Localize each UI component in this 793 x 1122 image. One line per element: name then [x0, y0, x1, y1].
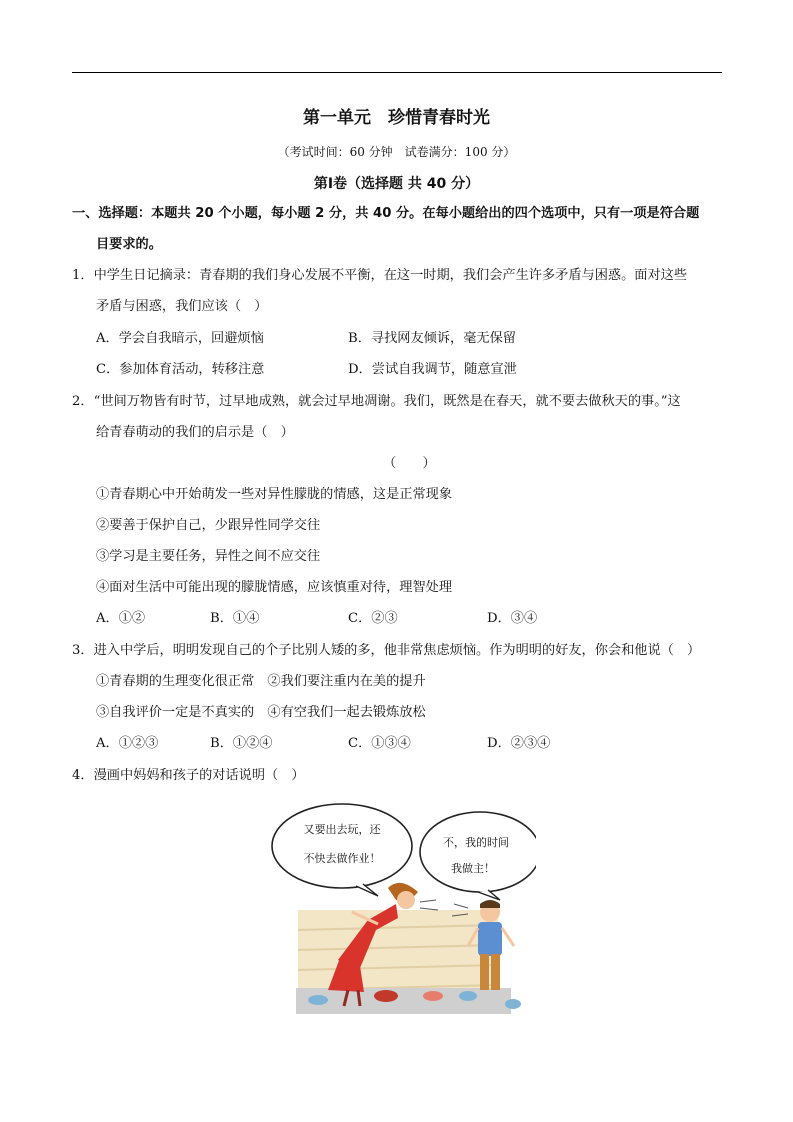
q1-option-c[interactable]: C．参加体育活动，转移注意: [96, 362, 265, 377]
q2-statement-2: ②要善于保护自己，少跟异性同学交往: [96, 518, 321, 533]
q2-option-c[interactable]: C．②③: [348, 611, 398, 626]
child-speech-bubble: [420, 812, 536, 892]
child-speech-line-1: 不，我的时间: [443, 836, 509, 849]
q3-stem: 3．进入中学后，明明发现自己的个子比别人矮的多，他非常焦虑烦恼。作为明明的好友，你会和他说（ ）: [72, 643, 701, 658]
q3-option-d[interactable]: D．②③④: [487, 736, 551, 751]
q3-option-b[interactable]: B．①②④: [210, 736, 273, 751]
q2-statement-4: ④面对生活中可能出现的朦胧情感，应该慎重对待，理智处理: [96, 580, 453, 595]
section-instruction: 一、选择题：本题共 20 个小题，每小题 2 分，共 40 分。在每小题给出的四个选项中，只有一项是符合题: [72, 206, 700, 221]
q2-statement-3: ③学习是主要任务，异性之间不应交往: [96, 549, 321, 564]
q3-statements-1-2: ①青春期的生理变化很正常 ②我们要注重内在美的提升: [96, 674, 426, 689]
q1-stem-cont: 矛盾与困惑，我们应该（ ）: [96, 299, 268, 314]
q4-stem: 4．漫画中妈妈和孩子的对话说明（ ）: [72, 768, 305, 783]
q3-statements-3-4: ③自我评价一定是不真实的 ④有空我们一起去锻炼放松: [96, 705, 426, 720]
mother-speech-bubble: [272, 804, 412, 888]
mother-speech-line-2: 不快去做作业！: [303, 852, 381, 865]
q2-option-b[interactable]: B．①④: [210, 611, 260, 626]
q2-stem: 2．“世间万物皆有时节，过早地成熟，就会过早地凋谢。我们，既然是在春天，就不要去做秋天的事。”这: [72, 394, 681, 409]
q1-stem: 1．中学生日记摘录：青春期的我们身心发展不平衡，在这一时期，我们会产生许多矛盾与困惑。面对这些: [72, 268, 688, 283]
q3-option-c[interactable]: C．①③④: [348, 736, 411, 751]
q2-stem-cont: 给青春萌动的我们的启示是（ ）: [96, 425, 294, 440]
header-rule: [72, 72, 722, 73]
q2-option-a[interactable]: A．①②: [96, 611, 146, 626]
cartoon-illustration: [268, 800, 536, 1016]
q1-option-d[interactable]: D．尝试自我调节，随意宣泄: [348, 362, 517, 377]
mother-speech-line-1: 又要出去玩，还: [303, 823, 381, 836]
section-instruction-cont: 目要求的。: [96, 237, 162, 252]
q2-statement-1: ①青春期心中开始萌发一些对异性朦胧的情感，这是正常现象: [96, 487, 453, 502]
exam-info: （考试时间：60 分钟 试卷满分：100 分）: [277, 145, 516, 159]
q2-answer-paren: （ ）: [383, 456, 436, 471]
volume-heading: 第Ⅰ卷（选择题 共 40 分）: [313, 176, 480, 192]
q1-option-a[interactable]: A．学会自我暗示，回避烦恼: [96, 331, 264, 346]
page-title: 第一单元 珍惜青春时光: [303, 108, 490, 128]
q2-option-d[interactable]: D．③④: [487, 611, 538, 626]
q1-option-b[interactable]: B．寻找网友倾诉，毫无保留: [348, 331, 516, 346]
child-speech-line-2: 我做主！: [451, 862, 495, 875]
q3-option-a[interactable]: A．①②③: [96, 736, 159, 751]
